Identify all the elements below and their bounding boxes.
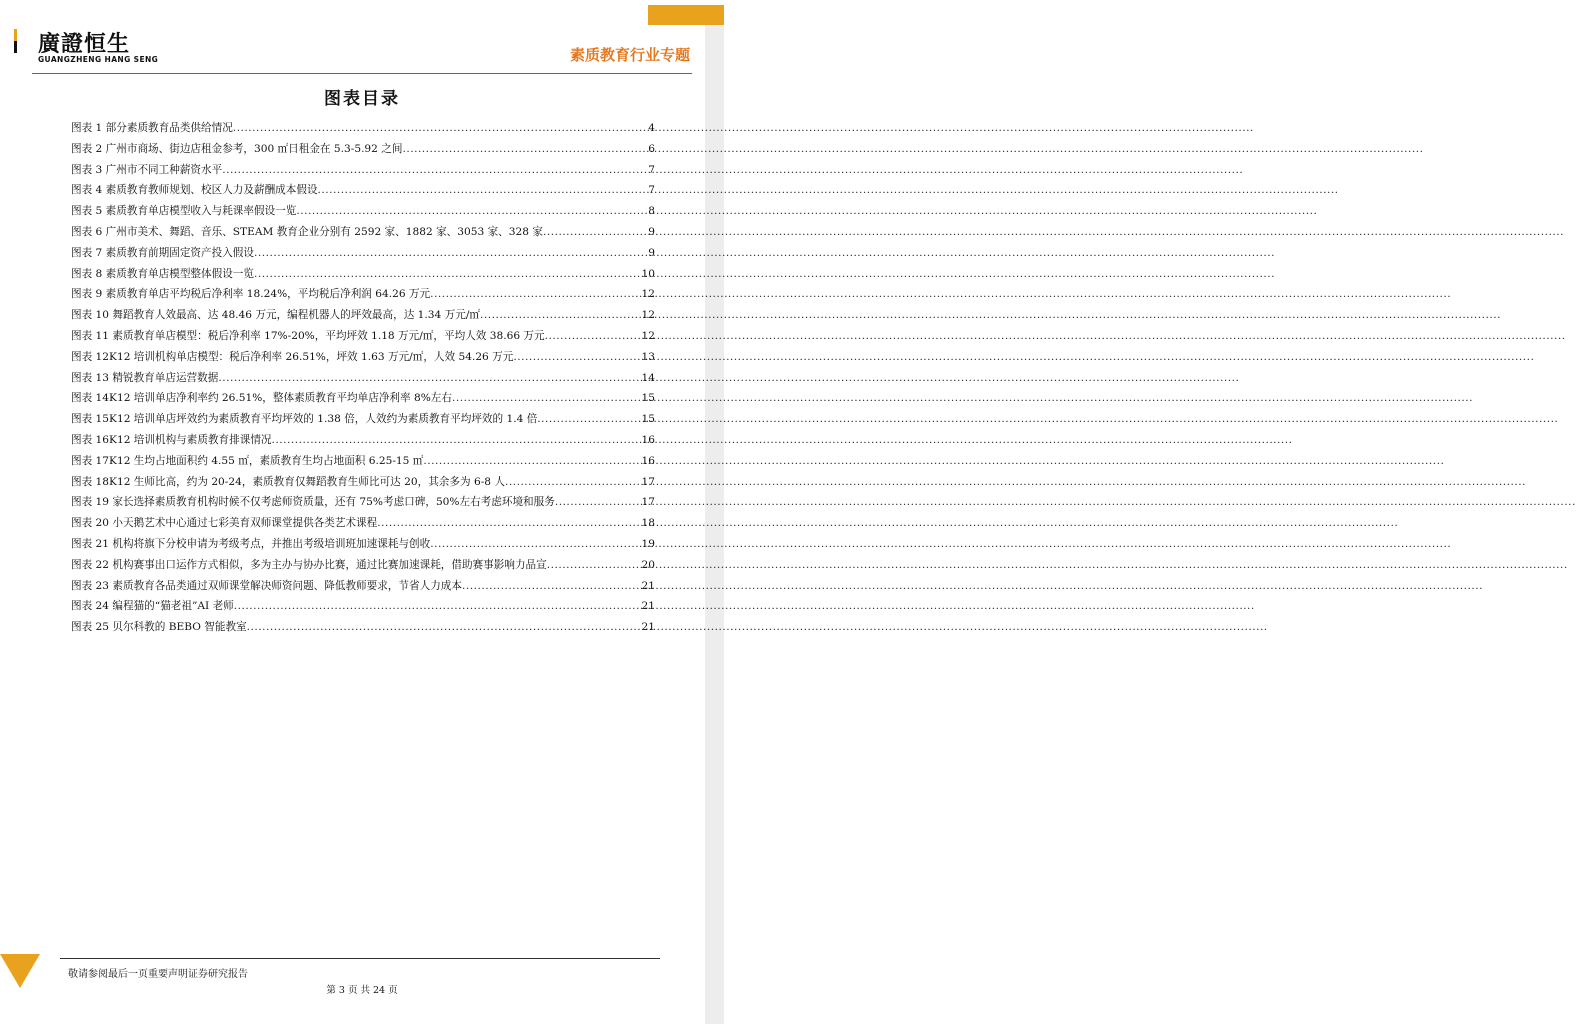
toc-entry-text: 图表 17K12 生均占地面积约 4.55 ㎡，素质教育生均占地面积 6.25-15 ㎡ [71,454,424,467]
toc-dot-leader [247,621,641,633]
toc-entry-page: 9 [648,246,655,259]
toc-entry-text: 图表 11 素质教育单店模型：税后净利率 17%-20%，平均坪效 1.18 万元/㎡，平均人效 38.66 万元 [71,329,545,342]
toc-entry[interactable] [71,328,655,349]
toc-entry[interactable] [71,120,655,141]
toc-entry-text: 图表 15K12 培训单店坪效约为素质教育平均坪效的 1.38 倍，人效约为素质教育平均坪效的 1.4 倍 [71,413,538,426]
toc-entry-text: 图表 19 家长选择素质教育机构时候不仅考虑师资质量，还有 75%考虑口碑，50%左右考虑环境和服务 [71,496,555,509]
toc-entry-page: 16 [641,454,655,467]
toc-entry[interactable] [71,307,655,328]
toc-dot-leader [430,288,640,300]
toc-entry-page: 12 [641,288,655,301]
table-of-figures [71,120,655,640]
toc-entry-page: 9 [648,225,655,238]
toc-entry-page: 20 [641,558,655,571]
toc-entry[interactable] [71,474,655,495]
toc-entry-page: 15 [641,413,655,426]
toc-entry-page: 14 [641,371,655,384]
toc-dot-leader [254,268,641,280]
toc-dot-leader [318,184,648,196]
toc-dot-leader [462,580,641,592]
toc-entry[interactable] [71,598,655,619]
logo-chinese-name: 廣證恒生 [38,32,131,57]
toc-dot-leader [402,143,647,155]
toc-dot-leader [233,122,647,134]
toc-dot-leader [218,372,640,384]
toc-entry-page: 17 [641,496,655,509]
toc-entry-page: 15 [641,392,655,405]
toc-entry-text: 图表 16K12 培训机构与素质教育排课情况 [71,433,272,446]
toc-entry[interactable] [71,453,655,474]
toc-entry-page: 17 [641,475,655,488]
toc-entry[interactable] [71,224,655,245]
toc-dot-leader [423,455,640,467]
toc-entry-text: 图表 9 素质教育单店平均税后净利率 18.24%，平均税后净利润 64.26 万元 [71,288,431,301]
toc-entry[interactable] [71,370,655,391]
header-divider [32,73,692,74]
toc-entry[interactable] [71,619,655,640]
footer-divider [60,958,660,959]
toc-entry-page: 16 [641,433,655,446]
toc-entry-text: 图表 4 素质教育教师规划、校区人力及薪酬成本假设 [71,184,318,197]
toc-entry[interactable] [71,286,655,307]
toc-dot-leader [480,309,641,321]
toc-entry[interactable] [71,557,655,578]
toc-dot-leader [234,600,641,612]
corner-decoration-icon [648,5,724,25]
toc-entry-text: 图表 5 素质教育单店模型收入与耗课率假设一览 [71,205,297,218]
toc-entry-text: 图表 3 广州市不同工种薪资水平 [71,163,223,176]
toc-dot-leader [254,247,647,259]
toc-dot-leader [272,434,641,446]
toc-entry-text: 图表 25 贝尔科教的 BEBO 智能教室 [71,621,247,634]
toc-entry-page: 4 [648,122,655,134]
toc-entry-page: 7 [648,184,655,197]
toc-dot-leader [430,538,640,550]
toc-entry-text: 图表 22 机构赛事出口运作方式相似，多为主办与协办比赛，通过比赛加速课耗，借助赛事影响力品宣 [71,558,547,571]
toc-entry[interactable] [71,349,655,370]
toc-dot-leader [452,392,641,404]
toc-entry[interactable] [71,162,655,183]
toc-entry[interactable] [71,536,655,557]
logo-mark-bar-orange [14,29,17,41]
toc-entry-text: 图表 8 素质教育单店模型整体假设一览 [71,267,254,280]
toc-dot-leader [555,496,641,508]
logo-mark-bar-black [14,41,17,53]
toc-entry-text: 图表 13 精锐教育单店运营数据 [71,371,219,384]
toc-entry-text: 图表 23 素质教育各品类通过双师课堂解决师资问题、降低教师要求，节省人力成本 [71,579,462,592]
toc-entry[interactable] [71,390,655,411]
toc-entry[interactable] [71,203,655,224]
toc-dot-leader [543,226,647,238]
toc-entry-text: 图表 2 广州市商场、街边店租金参考，300 ㎡日租金在 5.3-5.92 之间 [71,142,403,155]
toc-entry[interactable] [71,578,655,599]
toc-entry-text: 图表 10 舞蹈教育人效最高、达 48.46 万元，编程机器人的坪效最高，达 1.34 万元/㎡ [71,309,480,322]
toc-entry-text: 图表 21 机构将旗下分校申请为考级考点，并推出考级培训班加速课耗与创收 [71,537,431,550]
toc-entry[interactable] [71,494,655,515]
toc-dot-leader [377,517,640,529]
toc-entry-page: 13 [641,350,655,363]
toc-entry-page: 10 [641,267,655,280]
toc-dot-leader [513,351,640,363]
toc-entry-text: 图表 1 部分素质教育品类供给情况 [71,122,233,134]
toc-entry-page: 21 [641,579,655,592]
toc-dot-leader [545,330,641,342]
toc-entry-page: 8 [648,205,655,218]
toc-entry[interactable] [71,411,655,432]
toc-entry[interactable] [71,141,655,162]
toc-entry[interactable] [71,432,655,453]
toc-dot-leader [505,476,641,488]
toc-entry-text: 图表 12K12 培训机构单店模型：税后净利率 26.51%，坪效 1.63 万元/㎡，人效 54.26 万元 [71,350,514,363]
toc-entry-text: 图表 14K12 培训单店净利率约 26.51%，整体素质教育平均单店净利率 8%左右 [71,392,452,405]
toc-entry-text: 图表 6 广州市美术、舞蹈、音乐、STEAM 教育企业分别有 2592 家、1882 家、3053 家、328 家 [71,225,543,238]
toc-entry-page: 21 [641,621,655,634]
footer-disclaimer-note: 敬请参阅最后一页重要声明证券研究报告 [68,969,248,980]
toc-entry-text: 图表 24 编程猫的“猫老祖”AI 老师 [71,600,234,613]
toc-dot-leader [547,559,641,571]
toc-entry-page: 7 [648,163,655,176]
page-number: 第 3 页 共 24 页 [326,985,398,996]
toc-entry-text: 图表 20 小天鹅艺术中心通过七彩美育双师课堂提供各类艺术课程 [71,517,378,530]
toc-entry[interactable] [71,182,655,203]
report-topic-title: 素质教育行业专题 [569,46,690,64]
toc-entry-text: 图表 18K12 生师比高，约为 20-24，素质教育仅舞蹈教育生师比可达 20，其余多为 6-8 人 [71,475,505,488]
toc-entry-text: 图表 7 素质教育前期固定资产投入假设 [71,246,254,259]
toc-entry-page: 6 [648,142,655,155]
logo-mark-icon [14,29,21,53]
toc-dot-leader [537,413,640,425]
toc-entry[interactable] [71,266,655,287]
toc-entry-page: 18 [641,517,655,530]
toc-entry-page: 21 [641,600,655,613]
page-header [0,0,724,80]
toc-entry-page: 12 [641,309,655,322]
toc-dot-leader [296,205,647,217]
toc-dot-leader [222,164,647,176]
toc-title: 图表目录 [324,89,400,109]
toc-entry[interactable] [71,515,655,536]
logo-english-name: GUANGZHENG HANG SENG [38,55,159,64]
toc-entry-page: 12 [641,329,655,342]
toc-entry[interactable] [71,245,655,266]
toc-entry-page: 19 [641,537,655,550]
